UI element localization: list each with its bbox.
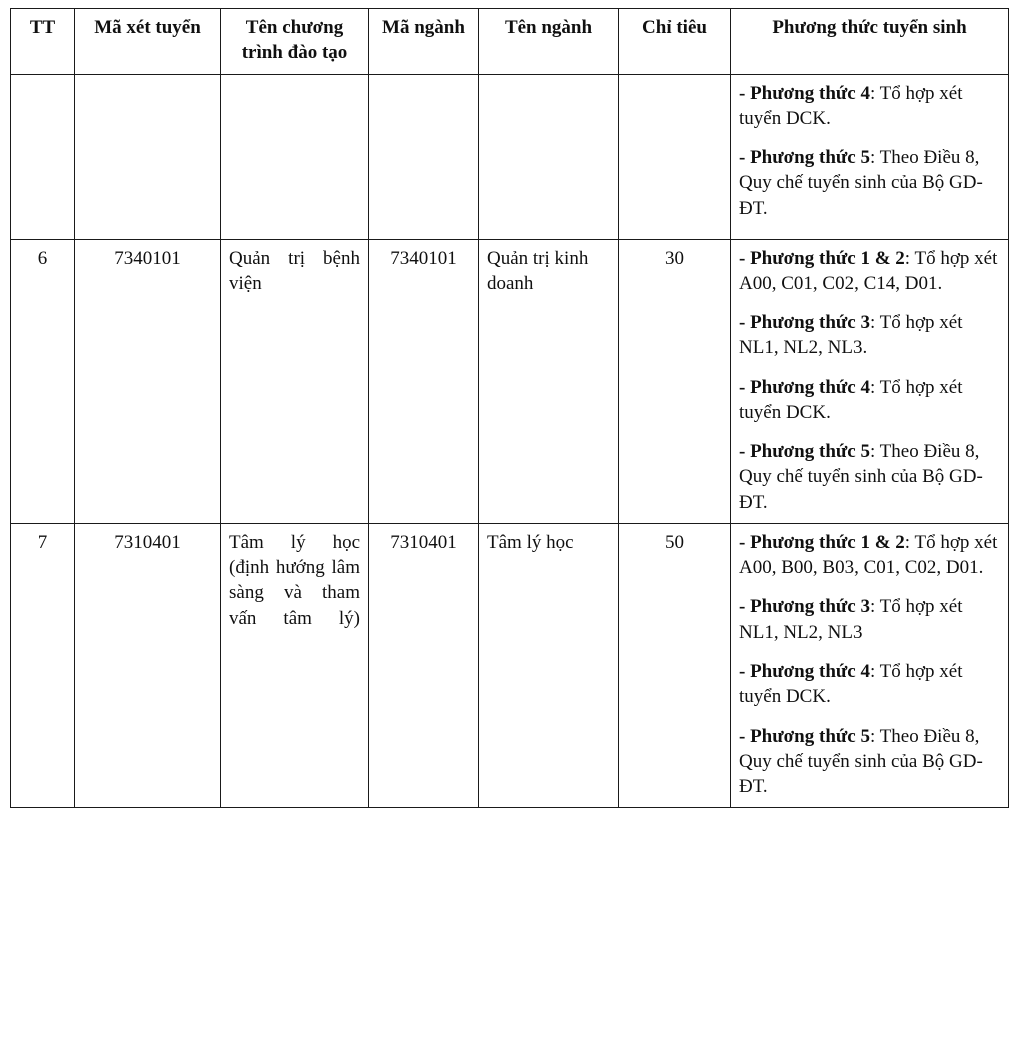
column-header-ma-xet-tuyen: Mã xét tuyển (75, 9, 221, 75)
method-item (739, 375, 1000, 426)
cell-tt (11, 74, 75, 239)
method-text: : Tổ hợp xét tuyển DCK. (739, 376, 963, 423)
table-header-row (11, 9, 1009, 75)
method-label: - Phương thức 4 (739, 376, 870, 398)
table-row (11, 239, 1009, 523)
cell-phuong-thuc (731, 239, 1009, 523)
method-text: : Tổ hợp xét A00, B00, B03, C01, C02, D01. (739, 531, 998, 579)
method-text: : Theo Điều 8, Quy chế tuyển sinh của Bộ GD-ĐT. (739, 441, 983, 513)
column-header-ten-chuong-trinh-dao-tao: Tên chương trình đào tạo (221, 9, 369, 75)
column-header-chi-tieu: Chỉ tiêu (619, 9, 731, 75)
cell-chi-tieu: 50 (619, 523, 731, 807)
method-text: : Theo Điều 8, Quy chế tuyển sinh của Bộ GD-ĐT. (739, 147, 983, 219)
method-item (739, 145, 1000, 221)
column-header-tt: TT (11, 9, 75, 75)
cell-ten-chuong-trinh (221, 74, 369, 239)
cell-ma-nganh (369, 74, 479, 239)
table-body (11, 74, 1009, 808)
method-text: : Tổ hợp xét tuyển DCK. (739, 660, 963, 708)
method-text: : Tổ hợp xét tuyển DCK. (739, 82, 963, 129)
method-label: - Phương thức 4 (739, 660, 870, 682)
cell-ten-chuong-trinh: Tâm lý học (định hướng lâm sàng và tham vấn tâm lý) (221, 523, 369, 807)
method-text: : Tổ hợp xét NL1, NL2, NL3 (739, 596, 963, 643)
cell-chi-tieu: 30 (619, 239, 731, 523)
cell-chi-tieu (619, 74, 731, 239)
method-label: - Phương thức 1 & 2 (739, 531, 905, 553)
cell-ten-nganh (479, 74, 619, 239)
cell-ma-xet-tuyen (75, 74, 221, 239)
cell-phuong-thuc (731, 74, 1009, 239)
table-row (11, 523, 1009, 807)
cell-ten-chuong-trinh: Quản trị bệnh viện (221, 239, 369, 523)
cell-ten-nganh: Tâm lý học (479, 523, 619, 807)
method-item (739, 594, 1000, 645)
method-text: : Theo Điều 8, Quy chế tuyển sinh của Bộ GD-ĐT. (739, 725, 983, 798)
cell-tt: 6 (11, 239, 75, 523)
method-label: - Phương thức 5 (739, 725, 870, 747)
table-row (11, 74, 1009, 239)
method-item (739, 439, 1000, 515)
cell-ma-xet-tuyen: 7310401 (75, 523, 221, 807)
cell-ma-xet-tuyen: 7340101 (75, 239, 221, 523)
method-label: - Phương thức 3 (739, 312, 870, 334)
cell-ma-nganh: 7340101 (369, 239, 479, 523)
method-label: - Phương thức 4 (739, 82, 870, 104)
method-text: : Tổ hợp xét A00, C01, C02, C14, D01. (739, 247, 998, 294)
admissions-table (10, 8, 1009, 808)
method-label: - Phương thức 5 (739, 441, 870, 463)
method-item (739, 724, 1000, 800)
method-label: - Phương thức 3 (739, 596, 870, 618)
column-header-ma-nganh: Mã ngành (369, 9, 479, 75)
cell-tt: 7 (11, 523, 75, 807)
method-label: - Phương thức 5 (739, 147, 870, 169)
method-item (739, 81, 1000, 132)
method-item (739, 310, 1000, 361)
column-header-phuong-thuc-tuyen-sinh: Phương thức tuyển sinh (731, 9, 1009, 75)
cell-phuong-thuc (731, 523, 1009, 807)
method-item (739, 530, 1000, 581)
method-item (739, 659, 1000, 710)
column-header-ten-nganh: Tên ngành (479, 9, 619, 75)
cell-ma-nganh: 7310401 (369, 523, 479, 807)
table-header (11, 9, 1009, 75)
method-text: : Tổ hợp xét NL1, NL2, NL3. (739, 312, 963, 359)
method-item (739, 246, 1000, 297)
method-label: - Phương thức 1 & 2 (739, 247, 905, 269)
cell-ten-nganh: Quản trị kinh doanh (479, 239, 619, 523)
